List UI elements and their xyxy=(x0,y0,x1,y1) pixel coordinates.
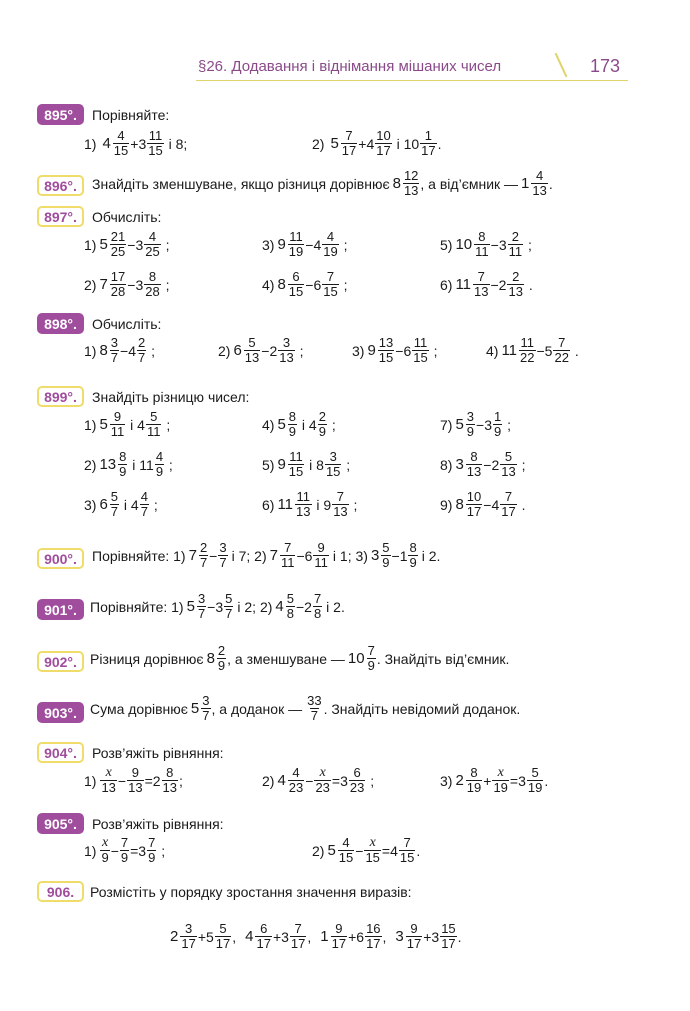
problem-number-895: 895°. xyxy=(37,104,84,125)
problem-number-896: 896°. xyxy=(37,175,84,196)
expression-897-4: 4) 8 $\frac{6}{15}$ −6 $\frac{7}{15}$ ; xyxy=(262,269,348,299)
problem-number-902: 902°. xyxy=(37,651,84,672)
problem-text-905: Розв’яжіть рівняння: xyxy=(92,816,224,832)
problem-number-903: 903°. xyxy=(37,702,84,723)
problem-text-897: Обчисліть: xyxy=(92,209,162,225)
expression-897-5: 5) 10 $\frac{8}{11}$ −3 $\frac{2}{11}$ ; xyxy=(440,229,532,259)
problem-text-904: Розв’яжіть рівняння: xyxy=(92,745,224,761)
expression-899-7: 7) 5 $\frac{3}{9}$ −3 $\frac{1}{9}$ ; xyxy=(440,409,512,439)
expression-898-3: 3) 9 $\frac{13}{15}$ −6 $\frac{11}{15}$ ; xyxy=(352,335,438,365)
problem-text-906: Розмістіть у порядку зростання значення виразів: xyxy=(90,884,412,900)
expression-895-1: 1) 4 $\frac{4}{15}$ +3 $\frac{11}{15}$ і 8; xyxy=(84,128,188,158)
expression-897-1: 1) 5 $\frac{21}{25}$ −3 $\frac{4}{25}$ ; xyxy=(84,229,170,259)
problem-number-899: 899°. xyxy=(37,386,84,407)
problem-text-902: Різниця дорівнює 8 $\frac{2}{9}$ , а зменшуване — 10 $\frac{7}{9}$ . Знайдіть від’ємник. xyxy=(90,643,510,673)
expression-898-4: 4) 11 $\frac{11}{22}$ −5 $\frac{7}{22}$ . xyxy=(486,335,579,365)
expression-899-1: 1) 5 $\frac{9}{11}$ і 4 $\frac{5}{11}$ ; xyxy=(84,409,171,439)
problem-text-903: Сума дорівнює 5 $\frac{3}{7}$ , а доданок — $\frac{33}{7}$ . Знайдіть невідомий доданок. xyxy=(90,693,521,723)
expression-899-5: 5) 9 $\frac{11}{15}$ і 8 $\frac{3}{15}$ ; xyxy=(262,449,351,479)
problem-text-896: Знайдіть зменшуване, якщо різниця дорівнює 8 $\frac{12}{13}$ , а від’ємник — 1 $\frac{4}{13}$ . xyxy=(92,168,553,198)
problem-number-904: 904°. xyxy=(37,742,84,763)
equation-904-1: 1) $\frac{x}{13}$ − $\frac{9}{13}$ =2 $\frac{8}{13}$ ; xyxy=(84,765,183,795)
problem-text-895: Порівняйте: xyxy=(92,107,170,123)
expression-898-1: 1) 8 $\frac{3}{7}$ −4 $\frac{2}{7}$ ; xyxy=(84,335,156,365)
equation-904-2: 2) 4 $\frac{4}{23}$ − $\frac{x}{23}$ =3 $\frac{6}{23}$ ; xyxy=(262,765,375,795)
expression-898-2: 2) 6 $\frac{5}{13}$ −2 $\frac{3}{13}$ ; xyxy=(218,335,304,365)
equation-905-2: 2) 5 $\frac{4}{15}$ − $\frac{x}{15}$ =4 $\frac{7}{15}$ . xyxy=(312,835,421,865)
section-title: §26. Додавання і віднімання мішаних чисел xyxy=(198,58,502,75)
expression-897-3: 3) 9 $\frac{11}{19}$ −4 $\frac{4}{19}$ ; xyxy=(262,229,348,259)
expression-899-8: 8) 3 $\frac{8}{13}$ −2 $\frac{5}{13}$ ; xyxy=(440,449,526,479)
problem-number-897: 897°. xyxy=(37,206,84,227)
problem-text-899: Знайдіть різницю чисел: xyxy=(92,389,250,405)
page-number: 173 xyxy=(590,56,621,76)
problem-number-900: 900°. xyxy=(37,548,84,569)
expression-906: 2 $\frac{3}{17}$ +5 $\frac{5}{17}$ , 4 $\frac{6}{17}$ +3 $\frac{7}{17}$ , 1 $\frac{9}{17}$ +6 $\frac{16}{17}$ , 3 $\frac{9}{17}$ +3 $\frac{15}{17}$ . xyxy=(170,921,462,951)
expression-899-6: 6) 11 $\frac{11}{13}$ і 9 $\frac{7}{13}$ ; xyxy=(262,489,358,519)
header-divider xyxy=(555,53,568,77)
expression-899-9: 9) 8 $\frac{10}{17}$ −4 $\frac{7}{17}$ . xyxy=(440,489,526,519)
problem-number-905: 905°. xyxy=(37,813,84,834)
header-rule xyxy=(196,80,628,81)
problem-number-898: 898°. xyxy=(37,313,84,334)
expression-895-2: 2) 5 $\frac{7}{17}$ +4 $\frac{10}{17}$ і 10 $\frac{1}{17}$ . xyxy=(312,128,442,158)
problem-text-900: Порівняйте: 1) 7 $\frac{2}{7}$ − $\frac{3}{7}$ і 7; 2) 7 $\frac{7}{11}$ −6 $\frac{9}{11}$ і 1; 3) 3 $\frac{5}{9}$ −1 $\frac{8}{9}$ і 2. xyxy=(92,540,441,570)
equation-904-3: 3) 2 $\frac{8}{19}$ + $\frac{x}{19}$ =3 $\frac{5}{19}$ . xyxy=(440,765,549,795)
problem-text-898: Обчисліть: xyxy=(92,316,162,332)
expression-899-2: 2) 13 $\frac{8}{9}$ і 11 $\frac{4}{9}$ ; xyxy=(84,449,173,479)
expression-897-2: 2) 7 $\frac{17}{28}$ −3 $\frac{8}{28}$ ; xyxy=(84,269,170,299)
expression-897-6: 6) 11 $\frac{7}{13}$ −2 $\frac{2}{13}$ . xyxy=(440,269,533,299)
problem-number-906: 906. xyxy=(37,881,84,902)
equation-905-1: 1) $\frac{x}{9}$ − $\frac{7}{9}$ =3 $\frac{7}{9}$ ; xyxy=(84,835,166,865)
expression-899-4: 4) 5 $\frac{8}{9}$ і 4 $\frac{2}{9}$ ; xyxy=(262,409,336,439)
expression-899-3: 3) 6 $\frac{5}{7}$ і 4 $\frac{4}{7}$ ; xyxy=(84,489,158,519)
problem-text-901: Порівняйте: 1) 5 $\frac{3}{7}$ −3 $\frac{5}{7}$ і 2; 2) 4 $\frac{5}{8}$ −2 $\frac{7}{8}$ і 2. xyxy=(90,591,345,621)
problem-number-901: 901°. xyxy=(37,599,84,620)
